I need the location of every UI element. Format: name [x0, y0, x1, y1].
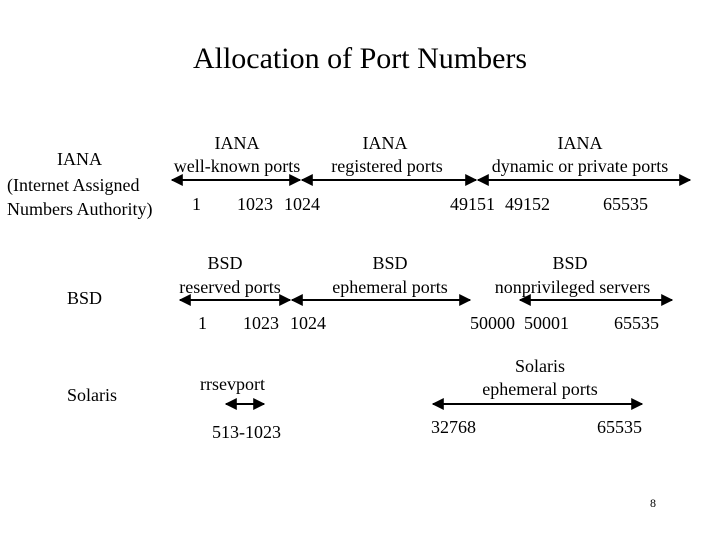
iana-wellknown-label: well-known ports [173, 156, 301, 176]
bsd-ephemeral-heading: BSD [372, 253, 408, 273]
iana-num-65535: 65535 [603, 194, 648, 214]
solaris-num-32768: 32768 [431, 417, 476, 437]
solaris-ephemeral-label: ephemeral ports [482, 379, 598, 399]
iana-num-49152: 49152 [505, 194, 550, 214]
solaris-row-label: Solaris [67, 385, 118, 405]
page-number: 8 [650, 496, 656, 510]
bsd-row-label: BSD [67, 288, 103, 308]
iana-num-49151: 49151 [450, 194, 495, 214]
slide-title: Allocation of Port Numbers [192, 42, 528, 75]
solaris-num-65535: 65535 [597, 417, 642, 437]
iana-dynamic-label: dynamic or private ports [491, 156, 669, 176]
iana-num-1023: 1023 [237, 194, 273, 214]
bsd-num-50000: 50000 [470, 313, 515, 333]
iana-row-label-line-3: Numbers Authority) [7, 199, 153, 219]
bsd-nonpriv-label: nonprivileged servers [494, 277, 651, 297]
iana-dynamic-heading: IANA [557, 133, 603, 153]
iana-wellknown-heading: IANA [214, 133, 260, 153]
iana-num-1: 1 [192, 194, 201, 214]
iana-registered-heading: IANA [362, 133, 408, 153]
iana-row-label-line-2: (Internet Assigned [7, 175, 140, 195]
iana-registered-label: registered ports [331, 156, 443, 176]
iana-num-1024: 1024 [284, 194, 320, 214]
bsd-num-65535: 65535 [614, 313, 659, 333]
bsd-ephemeral-label: ephemeral ports [332, 277, 448, 297]
bsd-num-1023: 1023 [243, 313, 279, 333]
bsd-nonpriv-heading: BSD [552, 253, 588, 273]
solaris-ephemeral-heading: Solaris [514, 356, 565, 376]
bsd-reserved-label: reserved ports [179, 277, 281, 297]
bsd-num-1024: 1024 [290, 313, 326, 333]
bsd-reserved-heading: BSD [207, 253, 243, 273]
bsd-num-1: 1 [198, 313, 207, 333]
solaris-rrsevport-values: 513-1023 [212, 422, 281, 442]
solaris-rrsevport-label: rrsevport [200, 374, 265, 394]
iana-row-label-line-1: IANA [57, 149, 102, 169]
bsd-num-50001: 50001 [524, 313, 569, 333]
